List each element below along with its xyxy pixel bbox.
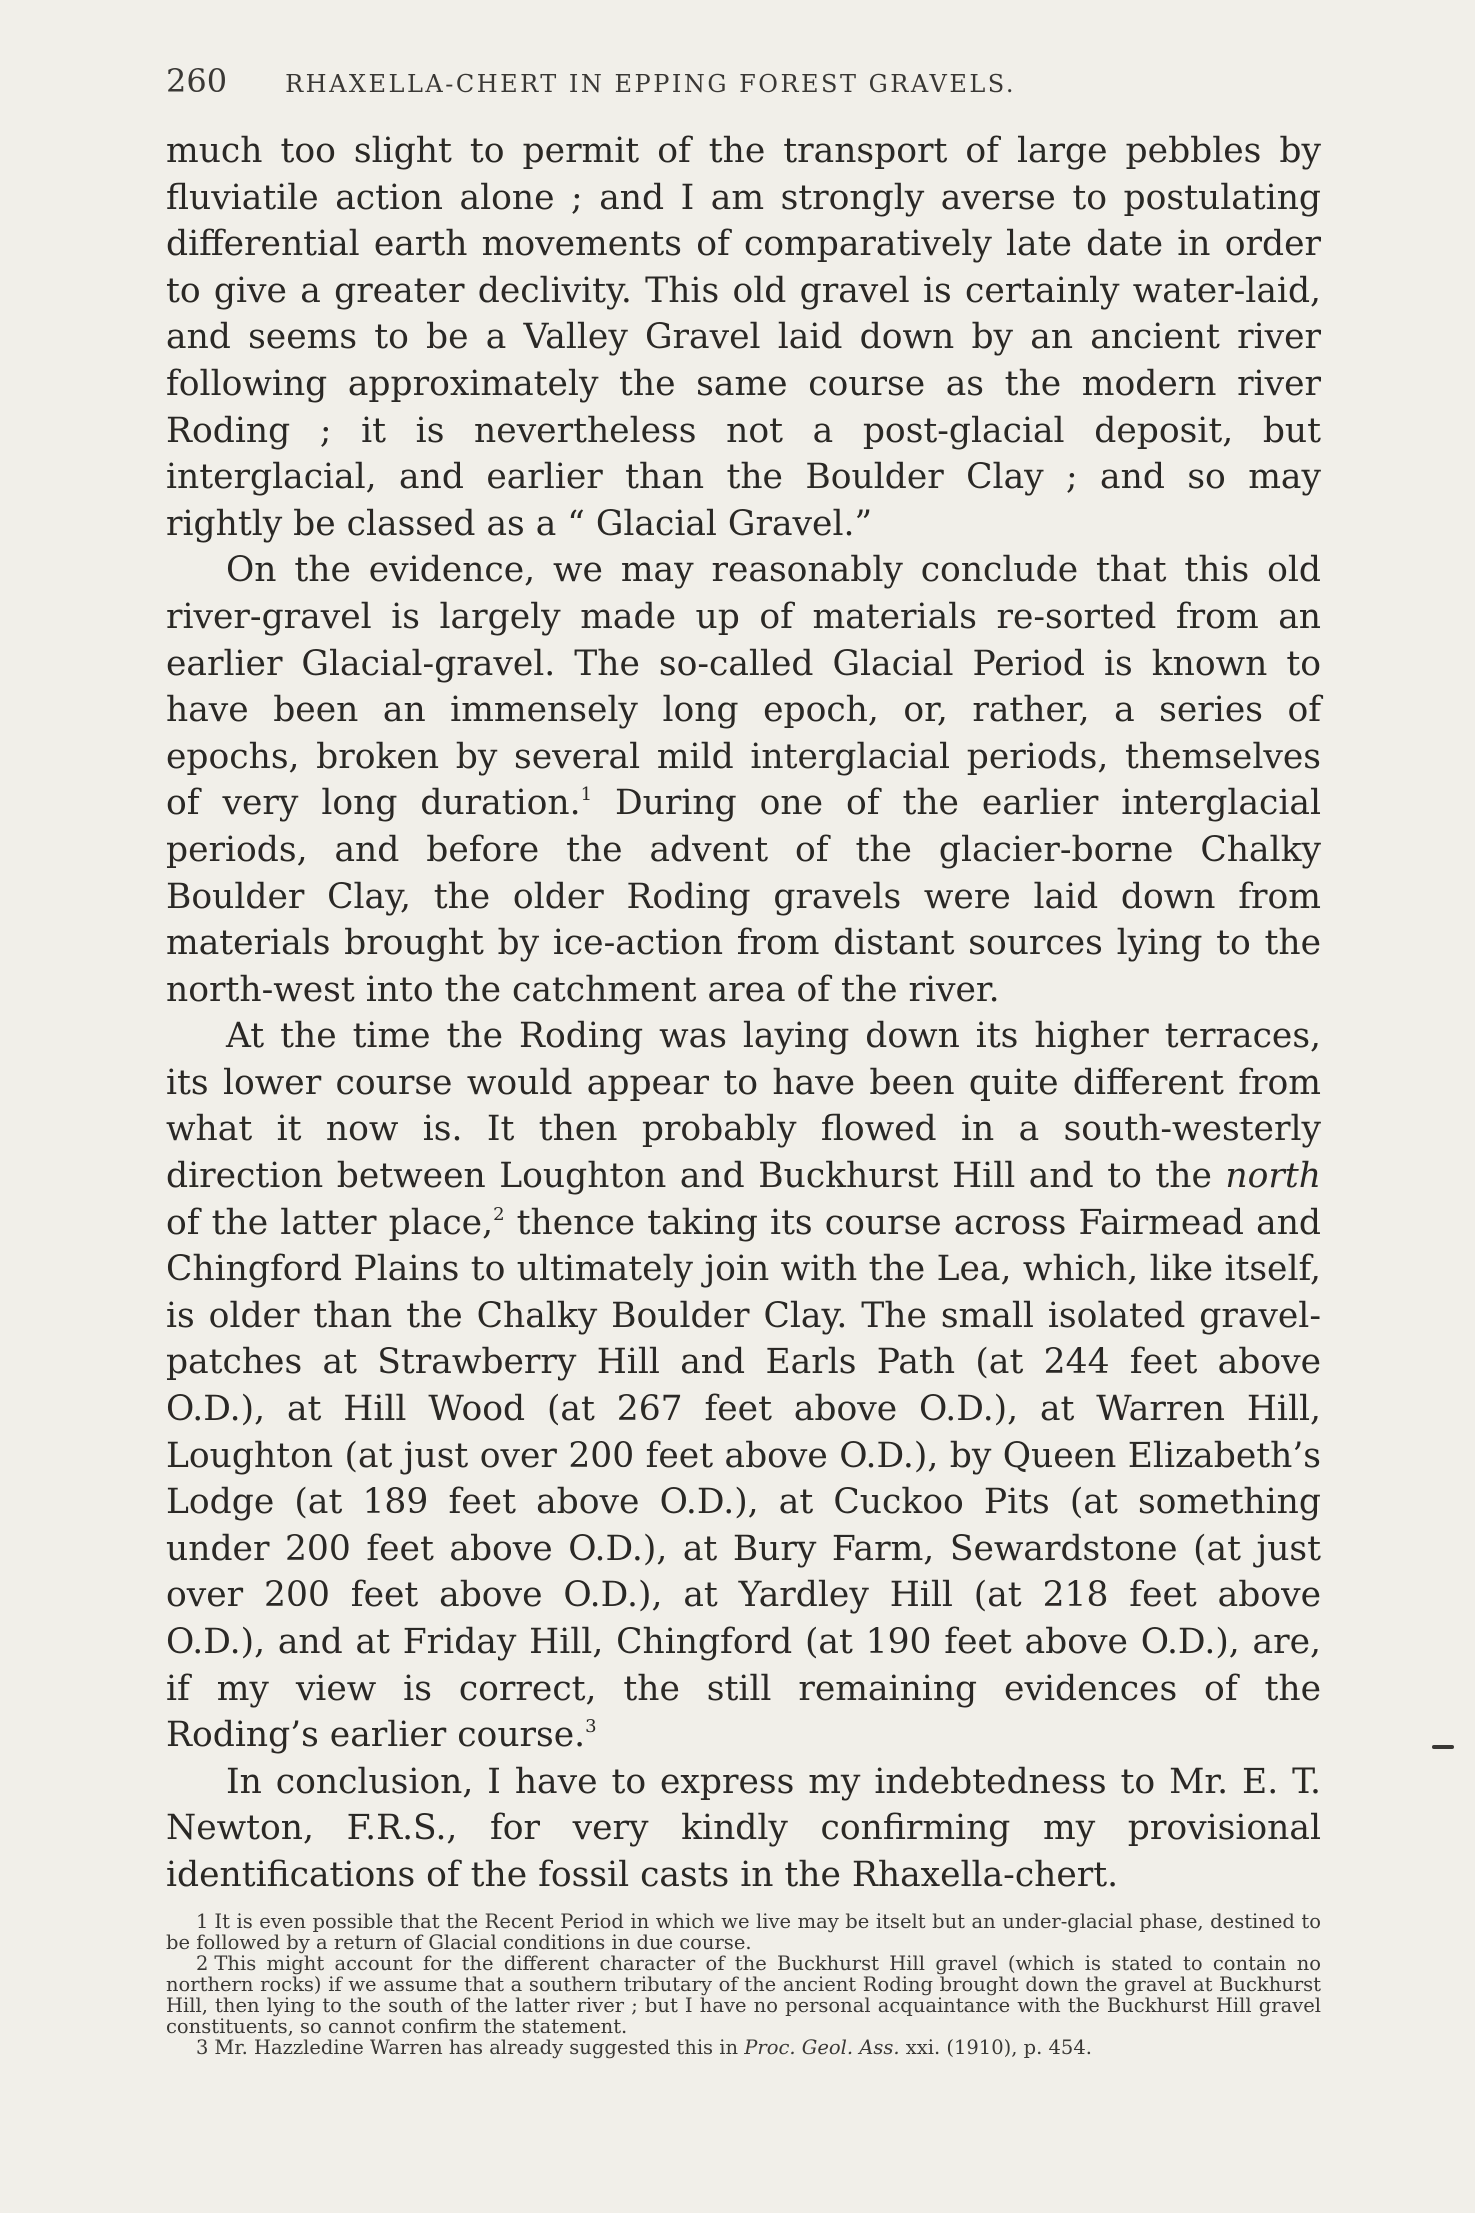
paragraph-1: much too slight to permit of the transport of large pebbles by fluviatile action alone ; and I am strongly averse to postulating differential earth movements of comparatively late date in order to give a greater declivity. This old gravel is certainly water-laid, and seems to be a Valley Gravel laid down by an ancient river following approximately the same course as the modern river Roding ; it is nevertheless not a post-glacial deposit, but interglacial, and earlier than the Boulder Clay ; and so may rightly be classed as a “ Glacial Gravel.” — [166, 131, 1321, 544]
footnote-ref-2: 2 — [493, 1203, 505, 1225]
body-text — [166, 128, 1321, 1899]
footnote-3-journal: Proc. Geol. Ass. — [744, 2035, 900, 2059]
paragraph-2-text-a: On the evidence, we may reasonably conclude that this old river-gravel is largely made up of materials re-sorted from an earlier Glacial-gravel. The so-called Glacial Period is known to have been an immensely long epoch, or, rather, a series of epochs, broken by several mild interglacial periods, themselves of very long duration. — [166, 550, 1321, 824]
footnote-1-text: It is even possible that the Recent Period in which we live may be itselt but an under-glacial phase, destined to be followed by a return of Glacial conditions in due course. — [166, 1909, 1321, 1954]
footnote-3-text-a: Mr. Hazzledine Warren has already suggested this in — [214, 2035, 745, 2059]
footnote-2 — [166, 1953, 1321, 2037]
footnote-3 — [166, 2037, 1321, 2058]
footnote-ref-3: 3 — [585, 1716, 597, 1738]
paragraph-3-italic-north: north — [1225, 1156, 1321, 1197]
paragraph-2 — [166, 547, 1321, 1013]
running-head — [166, 62, 1321, 100]
paragraph-3 — [166, 1013, 1321, 1759]
footnote-3-text-b: xxi. (1910), p. 454. — [899, 2035, 1092, 2059]
running-title: RHAXELLA-CHERT IN EPPING FOREST GRAVELS. — [285, 70, 1017, 98]
paragraph-3-text-c: thence taking its course across Fairmead and Chingford Plains to ultimately join with the Lea, which, like itself, is older than the Chalky Boulder Clay. The small isolated gravel-patches at Strawberry Hill and Earls Path (at 244 feet above O.D.), at Hill Wood (at 267 feet above O.D.), at Warren Hill, Loughton (at just over 200 feet above O.D.), by Queen Elizabeth’s Lodge (at 189 feet above O.D.), at Cuckoo Pits (at something under 200 feet above O.D.), at Bury Farm, Sewardstone (at just over 200 feet above O.D.), at Yardley Hill (at 218 feet above O.D.), and at Friday Hill, Chingford (at 190 feet above O.D.), are, if my view is correct, the still remaining evidences of the Roding’s earlier course. — [166, 1202, 1321, 1756]
footnotes — [166, 1911, 1321, 2058]
footnote-1-number: 1 — [196, 1909, 209, 1933]
paragraph-4: In conclusion, I have to express my indebtedness to Mr. E. T. Newton, F.R.S., for very kindly confirming my provisional identifications of the fossil casts in the Rhaxella-chert. — [166, 1761, 1321, 1895]
footnote-2-number: 2 — [196, 1951, 209, 1975]
page-number: 260 — [166, 62, 228, 100]
margin-mark — [1432, 1745, 1454, 1749]
footnote-1 — [166, 1911, 1321, 1953]
footnote-ref-1: 1 — [580, 784, 593, 806]
paragraph-3-text-a: At the time the Roding was laying down its higher terraces, its lower course would appear to have been quite different from what it now is. It then probably flowed in a south-westerly direction between Loughton and Buckhurst Hill and to the — [166, 1016, 1321, 1197]
paragraph-2-text-b: During one of the earlier interglacial periods, and before the advent of the glacier-borne Chalky Boulder Clay, the older Roding gravels were laid down from materials brought by ice-action from distant sources lying to the north-west into the catchment area of the river. — [166, 783, 1321, 1010]
book-page — [166, 62, 1321, 2058]
footnote-3-number: 3 — [196, 2035, 209, 2059]
footnote-2-text: This might account for the different character of the Buckhurst Hill gravel (which is stated to contain no northern rocks) if we assume that a southern tributary of the ancient Roding brought down the gravel at Buckhurst Hill, then lying to the south of the latter river ; but I have no personal acquaintance with the Buckhurst Hill gravel constituents, so cannot confirm the statement. — [166, 1951, 1321, 2038]
paragraph-3-text-b: of the latter place, — [166, 1202, 494, 1243]
